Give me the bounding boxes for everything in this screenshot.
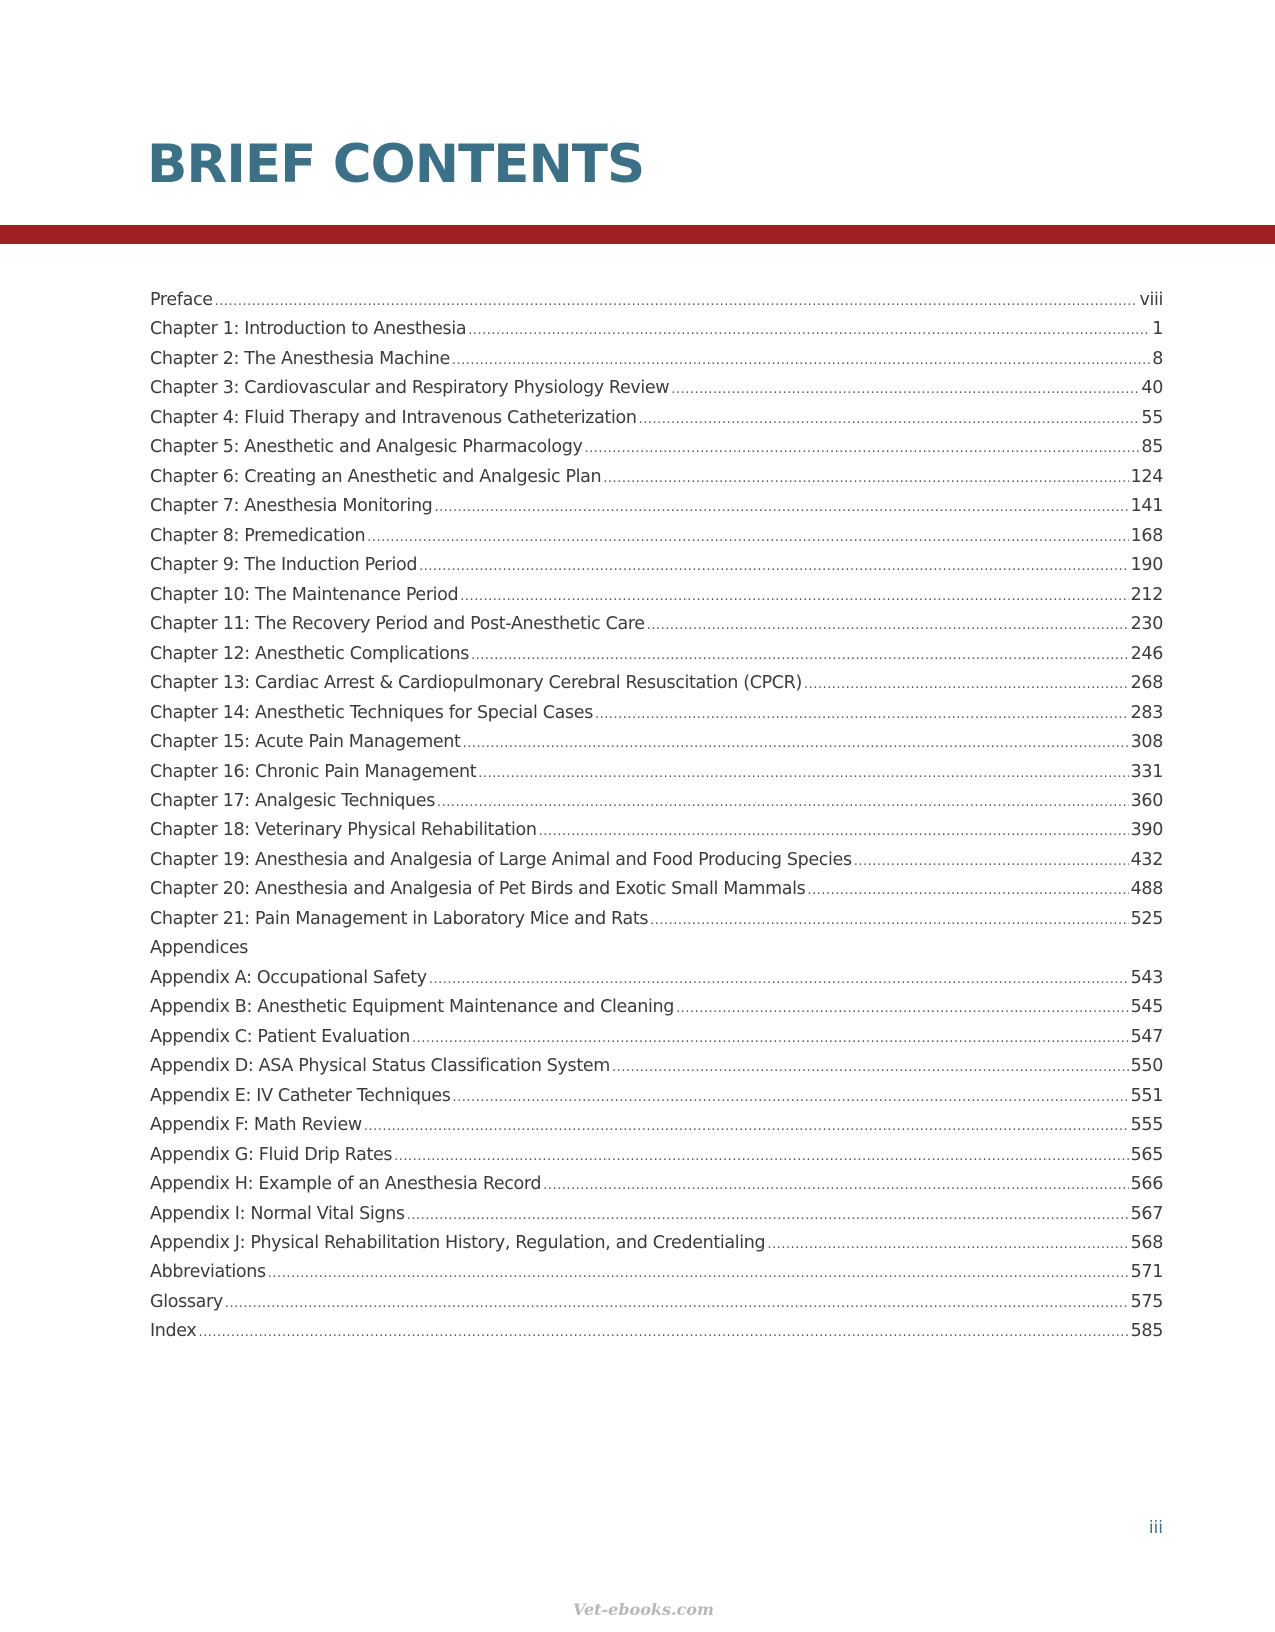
toc-entry xyxy=(150,286,1163,315)
toc-entry-page: 85 xyxy=(1141,437,1163,458)
toc-entry-page: 141 xyxy=(1130,496,1163,517)
toc-entry xyxy=(150,728,1163,757)
watermark-logo: Vet-ebooks.com xyxy=(573,1600,714,1619)
toc-entry xyxy=(150,875,1163,904)
toc-entry xyxy=(150,1258,1163,1287)
toc-entry xyxy=(150,816,1163,845)
toc-entry-label: Appendix I: Normal Vital Signs xyxy=(150,1203,405,1224)
toc-entry xyxy=(150,964,1163,993)
toc-entry-label: Chapter 4: Fluid Therapy and Intravenous Catheterization xyxy=(150,407,637,428)
toc-dot-leader xyxy=(468,316,1150,345)
toc-entry xyxy=(150,640,1163,669)
toc-dot-leader xyxy=(268,1259,1129,1288)
toc-entry-label: Appendix E: IV Catheter Techniques xyxy=(150,1085,451,1106)
toc-entry-page: 360 xyxy=(1130,790,1163,811)
toc-entry-page: 212 xyxy=(1130,584,1163,605)
toc-entry-label: Chapter 6: Creating an Anesthetic and Analgesic Plan xyxy=(150,466,602,487)
toc-entry xyxy=(150,669,1163,698)
toc-entry xyxy=(150,551,1163,580)
toc-entry xyxy=(150,1200,1163,1229)
toc-entry-page: 550 xyxy=(1130,1056,1163,1077)
toc-entry-label: Chapter 14: Anesthetic Techniques for Special Cases xyxy=(150,702,593,723)
toc-entry xyxy=(150,699,1163,728)
toc-dot-leader xyxy=(471,641,1129,670)
toc-dot-leader xyxy=(639,405,1140,434)
toc-entry xyxy=(150,404,1163,433)
toc-entry xyxy=(150,1229,1163,1258)
toc-entry-label: Chapter 3: Cardiovascular and Respiratory Physiology Review xyxy=(150,378,670,399)
toc-entry-label: Chapter 21: Pain Management in Laboratory Mice and Rats xyxy=(150,908,649,929)
toc-dot-leader xyxy=(434,493,1128,522)
toc-entry-page: 1 xyxy=(1152,319,1163,340)
toc-entry xyxy=(150,758,1163,787)
toc-entry-page: 547 xyxy=(1130,1026,1163,1047)
toc-entry xyxy=(150,610,1163,639)
toc-entry-page: 575 xyxy=(1130,1291,1163,1312)
toc-dot-leader xyxy=(419,552,1129,581)
page-number: iii xyxy=(1148,1518,1163,1538)
toc-entry xyxy=(150,463,1163,492)
toc-entry-label: Chapter 5: Anesthetic and Analgesic Pharmacology xyxy=(150,437,583,458)
toc-entry-label: Chapter 1: Introduction to Anesthesia xyxy=(150,319,467,340)
table-of-contents xyxy=(150,286,1163,1347)
toc-entry-label: Chapter 9: The Induction Period xyxy=(150,555,418,576)
toc-dot-leader xyxy=(367,523,1128,552)
toc-entry-page: 124 xyxy=(1130,466,1163,487)
toc-entry-label: Chapter 19: Anesthesia and Analgesia of Large Animal and Food Producing Species xyxy=(150,849,852,870)
toc-entry-page: 488 xyxy=(1130,879,1163,900)
toc-entry-label: Abbreviations xyxy=(150,1262,266,1283)
toc-entry-page: 190 xyxy=(1130,555,1163,576)
toc-entry-label: Chapter 10: The Maintenance Period xyxy=(150,584,459,605)
toc-dot-leader xyxy=(854,847,1129,876)
toc-entry xyxy=(150,1141,1163,1170)
toc-entry-page: viii xyxy=(1139,290,1163,310)
toc-dot-leader xyxy=(460,582,1128,611)
header-rule xyxy=(0,225,1275,244)
toc-entry xyxy=(150,315,1163,344)
toc-entry-page: 571 xyxy=(1130,1262,1163,1283)
toc-entry xyxy=(150,993,1163,1022)
toc-entry-label: Chapter 13: Cardiac Arrest & Cardiopulmonary Cerebral Resuscitation (CPCR) xyxy=(150,673,802,694)
toc-entry-label: Chapter 15: Acute Pain Management xyxy=(150,732,461,753)
toc-dot-leader xyxy=(215,287,1138,316)
toc-dot-leader xyxy=(478,759,1128,788)
toc-entry-page: 55 xyxy=(1141,407,1163,428)
toc-dot-leader xyxy=(671,375,1139,404)
toc-dot-leader xyxy=(225,1289,1129,1318)
toc-entry-label: Appendices xyxy=(150,938,249,959)
toc-dot-leader xyxy=(198,1318,1128,1347)
toc-entry-label: Chapter 12: Anesthetic Complications xyxy=(150,643,470,664)
toc-dot-leader xyxy=(584,434,1139,463)
toc-entry xyxy=(150,522,1163,551)
toc-entry-page: 8 xyxy=(1152,348,1163,369)
toc-entry-label: Appendix C: Patient Evaluation xyxy=(150,1026,410,1047)
toc-entry-label: Chapter 20: Anesthesia and Analgesia of Pet Birds and Exotic Small Mammals xyxy=(150,879,806,900)
toc-dot-leader xyxy=(804,670,1129,699)
toc-entry-page: 390 xyxy=(1130,820,1163,841)
toc-entry xyxy=(150,787,1163,816)
toc-entry-page: 565 xyxy=(1130,1144,1163,1165)
toc-entry-label: Appendix F: Math Review xyxy=(150,1115,362,1136)
toc-entry-label: Appendix B: Anesthetic Equipment Maintenance and Cleaning xyxy=(150,997,675,1018)
toc-entry-page: 283 xyxy=(1130,702,1163,723)
toc-entry-page: 331 xyxy=(1130,761,1163,782)
toc-entry-label: Chapter 11: The Recovery Period and Post-Anesthetic Care xyxy=(150,614,645,635)
page-title: BRIEF CONTENTS xyxy=(147,134,645,195)
toc-entry-page: 568 xyxy=(1130,1233,1163,1253)
toc-dot-leader xyxy=(647,611,1129,640)
toc-entry-label: Index xyxy=(150,1321,197,1342)
toc-dot-leader xyxy=(612,1053,1129,1082)
toc-entry-page: 567 xyxy=(1130,1203,1163,1224)
toc-dot-leader xyxy=(394,1142,1128,1171)
toc-entry-page: 432 xyxy=(1130,849,1163,870)
toc-dot-leader xyxy=(364,1112,1129,1141)
toc-dot-leader xyxy=(412,1024,1129,1053)
toc-entry xyxy=(150,1052,1163,1081)
toc-entry xyxy=(150,581,1163,610)
toc-entry-page: 268 xyxy=(1130,673,1163,694)
toc-entry-label: Chapter 7: Anesthesia Monitoring xyxy=(150,496,433,517)
toc-entry xyxy=(150,492,1163,521)
toc-entry xyxy=(150,846,1163,875)
toc-entry-label: Appendix G: Fluid Drip Rates xyxy=(150,1144,393,1165)
toc-entry xyxy=(150,374,1163,403)
toc-entry-label: Chapter 16: Chronic Pain Management xyxy=(150,761,477,782)
toc-entry-label: Chapter 2: The Anesthesia Machine xyxy=(150,348,450,369)
toc-dot-leader xyxy=(767,1230,1128,1259)
toc-entry xyxy=(150,1082,1163,1111)
toc-entry-label: Glossary xyxy=(150,1291,223,1312)
toc-dot-leader xyxy=(437,788,1129,817)
toc-entry xyxy=(150,433,1163,462)
toc-entry-label: Appendix D: ASA Physical Status Classification System xyxy=(150,1056,610,1077)
toc-entry-page: 543 xyxy=(1130,967,1163,988)
toc-dot-leader xyxy=(543,1171,1128,1200)
toc-entry-label: Appendix J: Physical Rehabilitation History, Regulation, and Credentialing xyxy=(150,1233,766,1253)
toc-entry-label: Appendix H: Example of an Anesthesia Record xyxy=(150,1174,542,1195)
toc-entry-label: Chapter 8: Premedication xyxy=(150,525,366,546)
toc-entry-page: 545 xyxy=(1130,997,1163,1018)
toc-entry-page: 566 xyxy=(1130,1174,1163,1195)
toc-entry-page: 246 xyxy=(1130,643,1163,664)
toc-dot-leader xyxy=(407,1201,1129,1230)
toc-dot-leader xyxy=(807,876,1128,905)
toc-entry-label: Chapter 18: Veterinary Physical Rehabilitation xyxy=(150,820,537,841)
toc-entry-page: 551 xyxy=(1130,1085,1163,1106)
toc-dot-leader xyxy=(650,906,1129,935)
toc-entry-page: 525 xyxy=(1130,908,1163,929)
toc-entry xyxy=(150,1111,1163,1140)
toc-dot-leader xyxy=(452,346,1150,375)
toc-entry-page: 40 xyxy=(1141,378,1163,399)
toc-dot-leader xyxy=(429,965,1129,994)
toc-entry xyxy=(150,1170,1163,1199)
toc-entry xyxy=(150,1288,1163,1317)
toc-entry xyxy=(150,1317,1163,1346)
toc-entry xyxy=(150,1023,1163,1052)
toc-entry-label: Chapter 17: Analgesic Techniques xyxy=(150,790,435,811)
toc-entry-page: 168 xyxy=(1130,525,1163,546)
toc-entry-label: Preface xyxy=(150,290,213,310)
toc-dot-leader xyxy=(595,700,1129,729)
toc-dot-leader xyxy=(676,994,1129,1023)
toc-entry xyxy=(150,345,1163,374)
toc-entry-page: 585 xyxy=(1130,1321,1163,1342)
toc-entry-label: Appendix A: Occupational Safety xyxy=(150,967,427,988)
toc-entry-page: 308 xyxy=(1130,732,1163,753)
toc-dot-leader xyxy=(539,817,1129,846)
toc-dot-leader xyxy=(453,1083,1129,1112)
toc-dot-leader xyxy=(603,464,1128,493)
toc-entry-page: 230 xyxy=(1130,614,1163,635)
toc-section-heading xyxy=(150,934,1163,963)
toc-entry-page: 555 xyxy=(1130,1115,1163,1136)
toc-dot-leader xyxy=(463,729,1129,758)
toc-entry xyxy=(150,905,1163,934)
